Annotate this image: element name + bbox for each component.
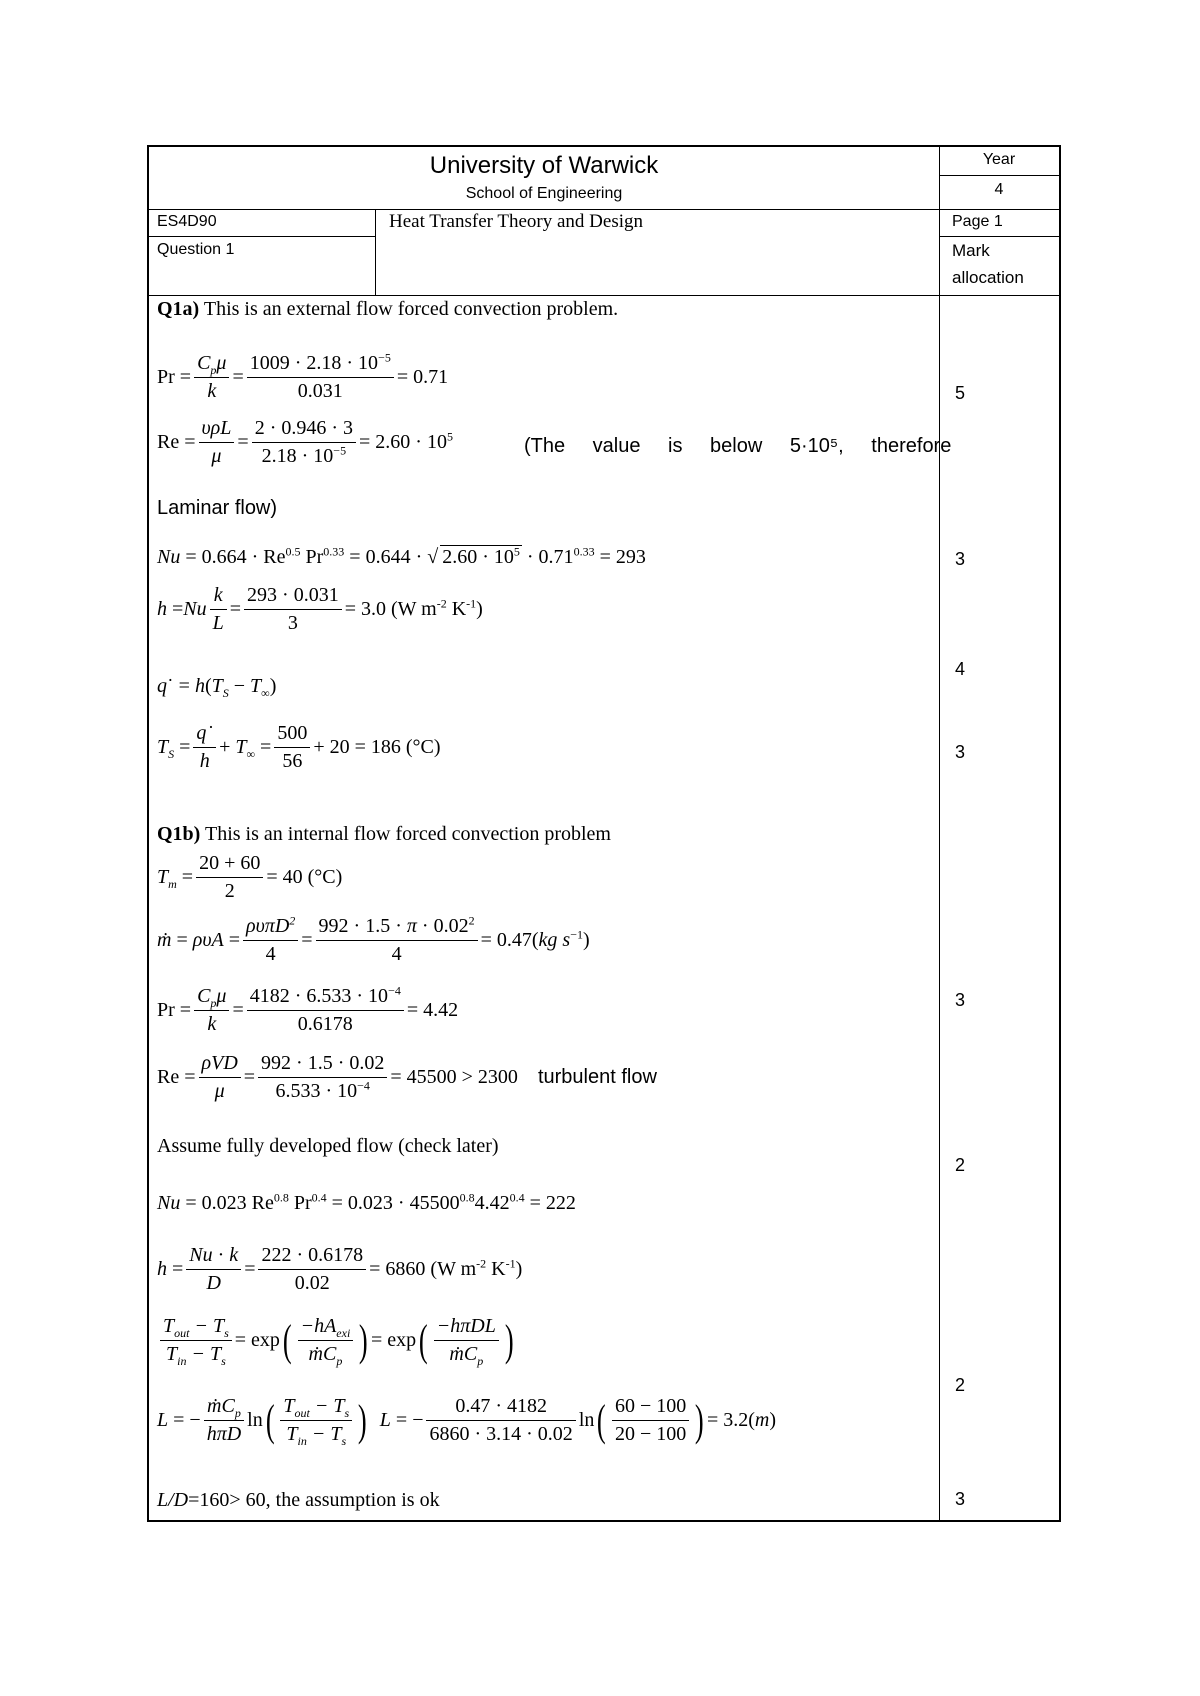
eq-reynolds-a: Re = $\frac{\text{υρL}}{\mu}$ = $\frac{2 \cdot 0.946 \cdot 3}{2.18 \cdot 10^{-5}}$ = $2.60 \cdot 10^5$	[157, 417, 453, 467]
re-note-a: (The value is below 5·10⁵, therefore	[524, 435, 952, 457]
mark-value: 3	[955, 1489, 966, 1509]
eq-prandtl-b: Pr = $\frac{C_p\mu}{k}$ = $\frac{4182 \cdot 6.533 \cdot 10^{-4}}{0.6178}$ = 4.42	[157, 983, 459, 1035]
row-divider-page	[939, 236, 1059, 237]
eq-mass-flow-b: ṁ = ρυA = $\frac{\rho\upsilon\pi D^2}{4}$ = $\frac{992 \cdot 1.5 \cdot \pi \cdot 0.02^2}{4}$ = 0.47(kg $s^{-1}$)	[157, 913, 590, 965]
mark-value: 3	[955, 742, 966, 762]
eq-temp-ratio-b: $\frac{T_{out} - T_s}{T_{in} - T_s}$ = exp ( $\frac{-hA_{exi}}{ṁC_p}$ ) = exp ( $\frac{\text{−hπDL}}{ṁC_p}$ )	[157, 1315, 517, 1366]
eq-heat-flux-a: q˙ = $h(T_S - T_\infty)$	[157, 675, 277, 700]
mark-value: 5	[955, 383, 966, 403]
page-label: Page 1	[952, 213, 1003, 230]
school-name: School of Engineering	[465, 185, 623, 202]
row-divider-body	[149, 295, 1059, 296]
eq-length-b: L = − $\frac{ṁC_p}{\text{hπD}}$ ln ( $\frac{T_{out} - T_s}{T_{in} - T_s}$ ) L = − $\frac{0.47 \cdot 4182}{6860 \cdot 3.14 \cdot 0.02}$ ln ( $\frac{60 - 100}{20 - 100}$ ) = 3.2(m)	[157, 1395, 777, 1448]
laminar-flow-note: Laminar flow)	[157, 497, 278, 519]
mark-value: 2	[955, 1155, 966, 1175]
row-divider-header	[149, 209, 1059, 210]
eq-mean-temp-b: $T_m$ = $\frac{20 + 60}{2}$ = 40 (°C)	[157, 852, 343, 902]
mark-value: 2	[955, 1375, 966, 1395]
eq-nusselt-b: Nu = 0.023 $Re^{0.8}$ $Pr^{0.4} = 0.023 \cdot 45500^{0.8}4.42^{0.4} = 222$	[157, 1190, 576, 1214]
eq-reynolds-b: Re = $\frac{\text{ρVD}}{\mu}$ = $\frac{992 \cdot 1.5 \cdot 0.02}{6.533 \cdot 10^{-4}}$ = 45500 > 2300 turbulent flow	[157, 1052, 657, 1102]
mark-label: Mark	[952, 241, 990, 260]
column-divider-marks	[939, 147, 940, 1520]
q1b-intro	[157, 823, 611, 846]
q1b-text: This is an internal flow forced convection problem	[200, 823, 611, 845]
ld-conclusion: L/D=160> 60, the assumption is ok	[157, 1489, 440, 1511]
eq-htc-b: h = $\frac{Nu \cdot k}{D}$ = $\frac{222 \cdot 0.6178}{0.02}$ = 6860 (W $m^{-2}$ $K^{-1}$)	[157, 1244, 523, 1294]
year-value: 4	[994, 181, 1004, 198]
eq-surface-temp-a: $T_S$ = $\frac{q˙}{h}$ + $T_\infty$ = $\frac{500}{56}$ + 20 = 186 (°C)	[157, 722, 441, 772]
eq-htc-a: h = Nu $\frac{k}{L}$ = $\frac{293 \cdot 0.031}{3}$ = 3.0 (W $m^{-2}$ $K^{-1}$)	[157, 584, 483, 634]
course-code: ES4D90	[157, 213, 217, 230]
course-title: Heat Transfer Theory and Design	[389, 211, 643, 232]
question-label: Question 1	[157, 241, 235, 258]
column-divider-code	[375, 209, 376, 295]
q1a-intro	[157, 298, 618, 321]
answer-sheet-table	[147, 145, 1061, 1522]
mark-value: 4	[955, 659, 966, 679]
q1a-text: This is an external flow forced convection problem.	[199, 298, 619, 320]
mark-value: 3	[955, 990, 966, 1010]
row-divider-code	[149, 236, 375, 237]
eq-nusselt-a: $Nu = 0.664 \cdot Re^{0.5}$ $Pr^{0.33} = 0.644$ · √ $2.60 \cdot 10^5 \cdot 0.71^{0.33} = 293$	[157, 544, 646, 568]
assume-developed-flow: Assume fully developed flow (check later)	[157, 1135, 499, 1157]
mark-value: 3	[955, 549, 966, 569]
row-divider-year	[939, 175, 1059, 176]
turbulent-flow-note: turbulent flow	[537, 1066, 657, 1088]
university-title: University of Warwick	[429, 152, 659, 179]
year-label: Year	[982, 151, 1016, 168]
q1a-label: Q1a)	[157, 298, 200, 320]
q1b-label: Q1b)	[157, 823, 201, 845]
eq-prandtl-a: Pr = $\frac{C_p\mu}{k}$ = $\frac{1009 \cdot 2.18 \cdot 10^{-5}}{0.031}$ = 0.71	[157, 350, 449, 402]
allocation-label: allocation	[952, 268, 1024, 287]
